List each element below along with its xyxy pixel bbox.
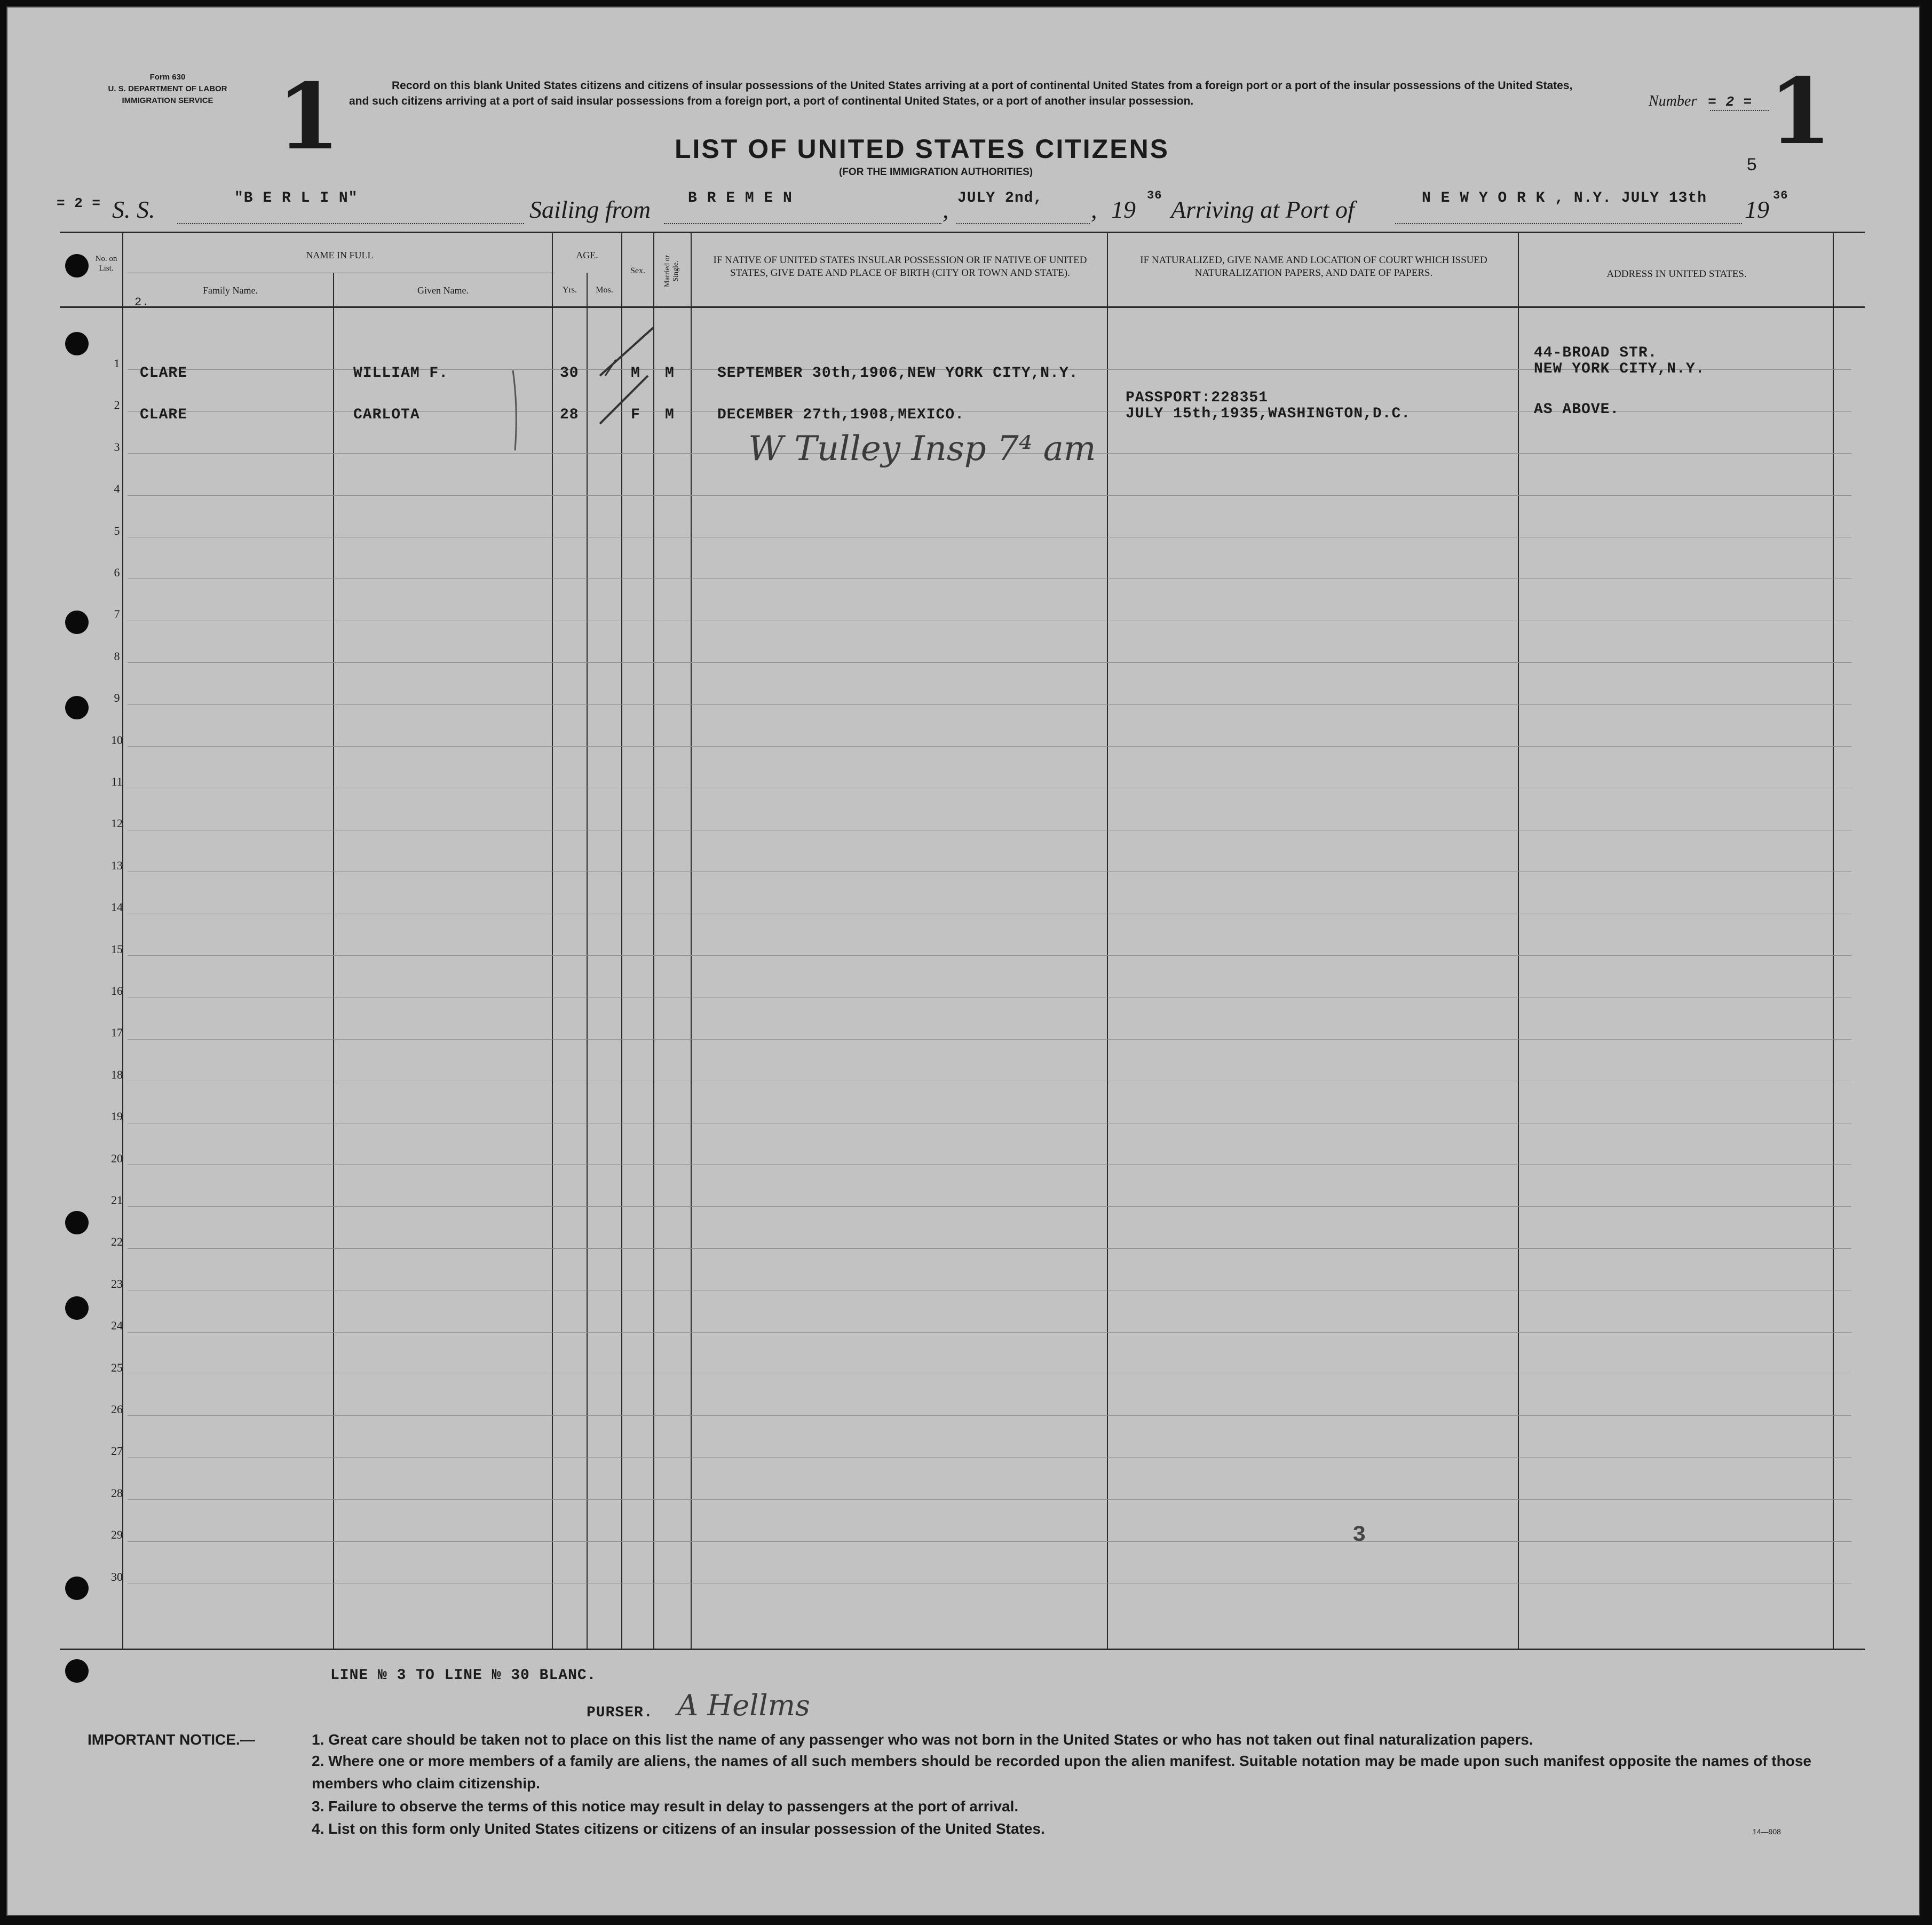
row-ruling bbox=[128, 1499, 1851, 1500]
header-given-name: Given Name. bbox=[417, 285, 469, 296]
given-name-cell: WILLIAM F. bbox=[353, 365, 449, 382]
notice-item-4: 4. List on this form only United States citizens or citizens of an insular possession of the United States. bbox=[312, 1820, 1045, 1837]
row-number: 4 bbox=[114, 482, 120, 496]
row-ruling bbox=[128, 746, 1851, 747]
col-divider-mos bbox=[621, 232, 622, 1650]
comma-separator-2: , bbox=[1091, 196, 1097, 223]
address-line2-cell: NEW YORK CITY,N.Y. bbox=[1534, 361, 1705, 377]
row-number: 20 bbox=[111, 1151, 123, 1165]
arriving-label: Arriving at Port of bbox=[1171, 196, 1355, 223]
year-prefix: 19 bbox=[1111, 196, 1136, 223]
departure-port: B R E M E N bbox=[688, 190, 793, 207]
row-ruling bbox=[128, 495, 1851, 496]
address-line1-cell: AS ABOVE. bbox=[1534, 401, 1620, 418]
departure-year: 36 bbox=[1147, 189, 1162, 202]
sex-cell: F bbox=[631, 407, 640, 423]
departure-date: JULY 2nd, bbox=[957, 190, 1043, 207]
row-number: 18 bbox=[111, 1067, 123, 1081]
notice-label: IMPORTANT NOTICE.— bbox=[88, 1731, 255, 1748]
header-birth: IF NATIVE OF UNITED STATES INSULAR POSSESSION OR IF NATIVE OF UNITED STATES, GIVE DATE AND PLACE OF BIRTH (CITY OR TOWN AND STATE). bbox=[713, 255, 1087, 279]
manifest-page bbox=[6, 6, 1920, 1916]
row-ruling bbox=[128, 1332, 1851, 1333]
number-value: = 2 = bbox=[1708, 94, 1753, 110]
row-number: 22 bbox=[111, 1235, 123, 1249]
col-divider-family bbox=[333, 273, 334, 1650]
row-number: 5 bbox=[114, 524, 120, 537]
row-number: 21 bbox=[111, 1193, 123, 1207]
header-months: Mos. bbox=[596, 286, 613, 295]
stamp-number: 3 bbox=[1352, 1522, 1367, 1548]
header-family-name: Family Name. bbox=[203, 285, 258, 296]
row-number: 19 bbox=[111, 1110, 123, 1123]
row-number: 27 bbox=[111, 1444, 123, 1458]
row-number: 29 bbox=[111, 1528, 123, 1542]
blank-lines-note: LINE № 3 TO LINE № 30 BLANC. bbox=[330, 1667, 597, 1684]
row-ruling bbox=[128, 955, 1851, 956]
row-number: 26 bbox=[111, 1403, 123, 1416]
sheet-number-left: 1 bbox=[277, 64, 341, 170]
department-name: U. S. DEPARTMENT OF LABOR bbox=[108, 84, 227, 93]
header-age: AGE. bbox=[576, 250, 598, 260]
col-divider-given bbox=[552, 232, 553, 1650]
row-ruling bbox=[128, 1457, 1851, 1458]
row-number: 13 bbox=[111, 858, 123, 872]
purser-signature: A Hellms bbox=[677, 1689, 810, 1722]
ship-dotted-line bbox=[177, 223, 524, 224]
print-code: 14—908 bbox=[1753, 1827, 1781, 1836]
sailing-label: Sailing from bbox=[529, 196, 651, 223]
row-ruling bbox=[128, 1248, 1851, 1249]
row-number: 16 bbox=[111, 984, 123, 997]
col-divider-address bbox=[1833, 232, 1834, 1650]
col-divider-birth bbox=[1107, 232, 1108, 1650]
header-address: ADDRESS IN UNITED STATES. bbox=[1606, 268, 1747, 280]
arrival-year: 36 bbox=[1773, 189, 1788, 202]
punch-hole bbox=[65, 332, 89, 355]
punch-hole bbox=[65, 1577, 89, 1600]
year-prefix-2: 19 bbox=[1745, 196, 1769, 223]
notice-item-3: 3. Failure to observe the terms of this notice may result in delay to passengers at the port of arrival. bbox=[312, 1798, 1019, 1815]
intro-instructions: Record on this blank United States citizens and citizens of insular possessions of the United States arriving at a port of continental United States from a foreign port or a port of the insular possessions of the United States, and such citizens arriving at a port of said insular possessions from a foreign port, a port of continental United States, or a port of another insular possession. bbox=[349, 80, 1573, 107]
row-ruling bbox=[128, 1164, 1851, 1165]
row-number: 12 bbox=[111, 817, 123, 830]
col-divider-sex bbox=[653, 232, 654, 1650]
row-number: 25 bbox=[111, 1360, 123, 1374]
header-naturalized: IF NATURALIZED, GIVE NAME AND LOCATION OF COURT WHICH ISSUED NATURALIZATION PAPERS, AND DATE OF PAPERS. bbox=[1140, 255, 1487, 279]
family-name-cell: CLARE bbox=[140, 407, 188, 423]
sex-cell: M bbox=[631, 365, 640, 382]
header-married-single: Married or Single. bbox=[663, 255, 680, 288]
row-number: 7 bbox=[114, 607, 120, 621]
tick-marks bbox=[584, 317, 669, 434]
col-divider-yrs bbox=[587, 273, 588, 1650]
header-bottom-border bbox=[60, 306, 1865, 308]
row-number: 14 bbox=[111, 900, 123, 914]
table-bottom-border bbox=[60, 1649, 1865, 1650]
row-number: 28 bbox=[111, 1486, 123, 1500]
family-name-cell: CLARE bbox=[140, 365, 188, 382]
punch-hole bbox=[65, 1296, 89, 1320]
row-number: 8 bbox=[114, 649, 120, 663]
row-number: 6 bbox=[114, 566, 120, 579]
page-title: LIST OF UNITED STATES CITIZENS bbox=[675, 134, 1170, 164]
list-mark: = 2 = bbox=[57, 195, 101, 211]
ship-name: "B E R L I N" bbox=[234, 190, 358, 207]
row-number: 17 bbox=[111, 1026, 123, 1040]
row-number: 23 bbox=[111, 1277, 123, 1290]
row-ruling bbox=[128, 1039, 1851, 1040]
age-years-cell: 30 bbox=[560, 365, 579, 382]
arrival-port: N E W Y O R K , N.Y. JULY 13th bbox=[1422, 190, 1707, 207]
pencil-mark bbox=[506, 365, 528, 456]
punch-hole bbox=[65, 696, 89, 719]
form-number: Form 630 bbox=[149, 73, 186, 82]
row-number: 11 bbox=[111, 775, 123, 788]
date-dotted-line bbox=[956, 223, 1090, 224]
naturalized-line1-cell: PASSPORT:228351 bbox=[1126, 390, 1269, 406]
birth-cell: DECEMBER 27th,1908,MEXICO. bbox=[717, 407, 964, 423]
header-no-on-list: No. on List. bbox=[95, 255, 117, 273]
row-ruling bbox=[128, 1206, 1851, 1207]
notice-item-2: 2. Where one or more members of a family are aliens, the names of all such members should be recorded upon the alien manifest. Suitable notation may be made upon such manifest opposite the names of those members who claim citizenship. bbox=[312, 1753, 1811, 1792]
arrival-dotted-line bbox=[1395, 223, 1742, 224]
header-years: Yrs. bbox=[562, 286, 577, 295]
row-number: 3 bbox=[114, 440, 120, 454]
given-name-cell: CARLOTA bbox=[353, 407, 420, 423]
table-top-border bbox=[60, 232, 1865, 233]
row-number: 1 bbox=[114, 357, 120, 370]
row-number: 24 bbox=[111, 1319, 123, 1333]
row-ruling bbox=[128, 1541, 1851, 1542]
number-field bbox=[1649, 93, 1752, 110]
row-ruling bbox=[128, 1415, 1851, 1416]
departure-dotted-line bbox=[664, 223, 941, 224]
naturalized-line2-cell: JULY 15th,1935,WASHINGTON,D.C. bbox=[1126, 406, 1411, 422]
punch-hole bbox=[65, 1211, 89, 1234]
number-dotted-line bbox=[1710, 110, 1769, 111]
page-subtitle: (FOR THE IMMIGRATION AUTHORITIES) bbox=[839, 167, 1033, 178]
header-sex: Sex. bbox=[630, 266, 645, 275]
comma-separator: , bbox=[943, 196, 949, 223]
address-line1-cell: 44-BROAD STR. bbox=[1534, 345, 1658, 361]
row-number: 15 bbox=[111, 942, 123, 956]
row-number: 9 bbox=[114, 691, 120, 705]
inspector-handwritten-note: W Tulley Insp 7⁴ am bbox=[748, 429, 1096, 469]
row-ruling bbox=[128, 662, 1851, 663]
row-number: 30 bbox=[111, 1570, 123, 1583]
row-number: 10 bbox=[111, 733, 123, 747]
col-divider-naturalized bbox=[1518, 232, 1519, 1650]
age-years-cell: 28 bbox=[560, 407, 579, 423]
marital-status-cell: M bbox=[665, 407, 675, 423]
punch-hole bbox=[65, 1659, 89, 1683]
ss-label: S. S. bbox=[112, 196, 155, 223]
page-mark: 5 bbox=[1746, 156, 1758, 176]
form-identifier bbox=[72, 72, 264, 107]
number-label: Number bbox=[1649, 93, 1697, 109]
col-divider-married bbox=[691, 232, 692, 1650]
purser-label: PURSER. bbox=[587, 1705, 653, 1721]
punch-hole bbox=[65, 611, 89, 634]
sheet-number-right: 1 bbox=[1769, 58, 1832, 165]
service-name: IMMIGRATION SERVICE bbox=[122, 96, 213, 105]
row-ruling bbox=[128, 704, 1851, 705]
list-tag: 2. bbox=[134, 296, 150, 309]
punch-hole bbox=[65, 254, 89, 278]
notice-item-1: 1. Great care should be taken not to place on this list the name of any passenger who was not born in the United States or who has not taken out final naturalization papers. bbox=[312, 1731, 1533, 1748]
header-name-in-full: NAME IN FULL bbox=[306, 250, 374, 260]
marital-status-cell: M bbox=[665, 365, 675, 382]
birth-cell: SEPTEMBER 30th,1906,NEW YORK CITY,N.Y. bbox=[717, 365, 1079, 382]
row-number: 2 bbox=[114, 398, 120, 412]
